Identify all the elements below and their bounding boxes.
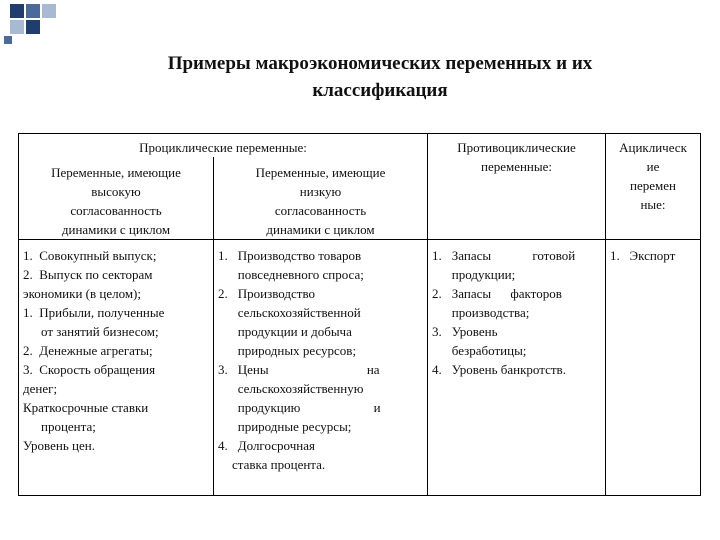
item-number: 1.: [610, 248, 620, 263]
item-number: 1.: [23, 248, 33, 263]
item-text: Денежные агрегаты;: [39, 343, 153, 358]
item-number: 2.: [218, 286, 228, 301]
header-line: перемен: [630, 178, 676, 193]
item-number: 4.: [218, 438, 228, 453]
list-item: [218, 360, 425, 436]
list-item-continuation: процента;: [41, 419, 96, 434]
low-cohesion-list: [214, 240, 428, 496]
subheader-line: высокую: [91, 184, 141, 199]
corner-decoration: [0, 0, 60, 44]
deco-square: [4, 36, 12, 44]
item-line: сельскохозяйственную: [237, 381, 364, 396]
item-line: продукции;: [451, 267, 516, 282]
item-line: Производство товаров: [237, 248, 362, 263]
header-line: переменные:: [480, 159, 553, 174]
item-line: ставка процента.: [232, 457, 326, 472]
list-item: [23, 360, 211, 379]
list-item: Уровень цен.: [23, 438, 95, 453]
item-number: 1.: [218, 248, 228, 263]
item-line: безработицы;: [451, 343, 527, 358]
list-item: [23, 246, 211, 265]
list-item: [432, 246, 603, 284]
procyclic-header-text: Проциклические переменные:: [139, 140, 307, 155]
list-item: [23, 265, 211, 284]
list-item: [218, 436, 425, 455]
deco-square: [42, 4, 56, 18]
list-item: [23, 303, 211, 322]
list-item: [610, 246, 698, 265]
high-cohesion-list: [19, 240, 214, 496]
item-line: продукцию и: [237, 400, 381, 415]
item-text: Выпуск по секторам: [39, 267, 153, 282]
item-line: природные ресурсы;: [237, 419, 352, 434]
item-number: 3.: [218, 362, 228, 377]
item-number: 2.: [23, 343, 33, 358]
subheader-line: низкую: [299, 184, 342, 199]
list-item: [218, 284, 425, 360]
header-line: ие: [646, 159, 660, 174]
list-item-continuation: от занятий бизнесом;: [41, 324, 159, 339]
item-text: Скорость обращения: [39, 362, 156, 377]
title-line: Примеры макроэкономических переменных и их: [167, 53, 593, 74]
title-line: классификация: [312, 80, 448, 101]
subheader-line: динамики с циклом: [61, 222, 171, 237]
acyclic-list: [606, 240, 701, 496]
subheader-line: согласованность: [274, 203, 367, 218]
item-line: сельскохозяйственной: [237, 305, 361, 320]
header-line: Ациклическ: [619, 140, 687, 155]
deco-square: [10, 4, 24, 18]
list-item: [432, 284, 603, 322]
low-subheader: [214, 157, 428, 240]
item-line: производства;: [451, 305, 530, 320]
item-line: Запасы готовой: [451, 248, 576, 263]
item-text: Экспорт: [629, 248, 676, 263]
item-line: природных ресурсов;: [237, 343, 357, 358]
deco-square: [26, 20, 40, 34]
item-line: Производство: [237, 286, 316, 301]
item-number: 1.: [432, 248, 442, 263]
item-line: продукции и добыча: [237, 324, 352, 339]
item-line: Долгосрочная: [237, 438, 315, 453]
slide-title: [60, 50, 700, 104]
subheader-line: Переменные, имеющие: [51, 165, 181, 180]
item-number: 2.: [432, 286, 442, 301]
header-line: Противоциклические: [457, 140, 576, 155]
item-line: повседневного спроса;: [237, 267, 364, 282]
content-row: [19, 240, 701, 496]
item-number: 3.: [432, 324, 442, 339]
classification-table: [18, 133, 701, 496]
item-number: 4.: [432, 362, 442, 377]
deco-square: [10, 20, 24, 34]
high-subheader: [19, 157, 214, 240]
item-line: Цены на: [237, 362, 380, 377]
subheader-line: динамики с циклом: [266, 222, 375, 237]
item-line: Уровень банкротств.: [451, 362, 566, 377]
header-line: ные:: [640, 197, 666, 212]
procyclic-header: [19, 134, 428, 158]
list-item: [23, 341, 211, 360]
header-row: [19, 134, 701, 158]
acyclic-header: [606, 134, 701, 240]
item-number: 2.: [23, 267, 33, 282]
countercyclic-header: [428, 134, 606, 240]
item-line: Уровень: [451, 324, 498, 339]
list-item: Краткосрочные ставки: [23, 400, 149, 415]
subheader-line: Переменные, имеющие: [255, 165, 386, 180]
list-item: [218, 246, 425, 284]
countercyclic-list: [428, 240, 606, 496]
item-line: Запасы факторов: [451, 286, 562, 301]
item-number: 1.: [23, 305, 33, 320]
item-text: Прибыли, полученные: [39, 305, 165, 320]
list-item-continuation: денег;: [23, 381, 58, 396]
item-text: Совокупный выпуск;: [39, 248, 157, 263]
item-number: 3.: [23, 362, 33, 377]
list-item: [432, 360, 603, 379]
list-item: [432, 322, 603, 360]
list-item-continuation: экономики (в целом);: [23, 286, 142, 301]
deco-square: [26, 4, 40, 18]
subheader-line: согласованность: [70, 203, 162, 218]
